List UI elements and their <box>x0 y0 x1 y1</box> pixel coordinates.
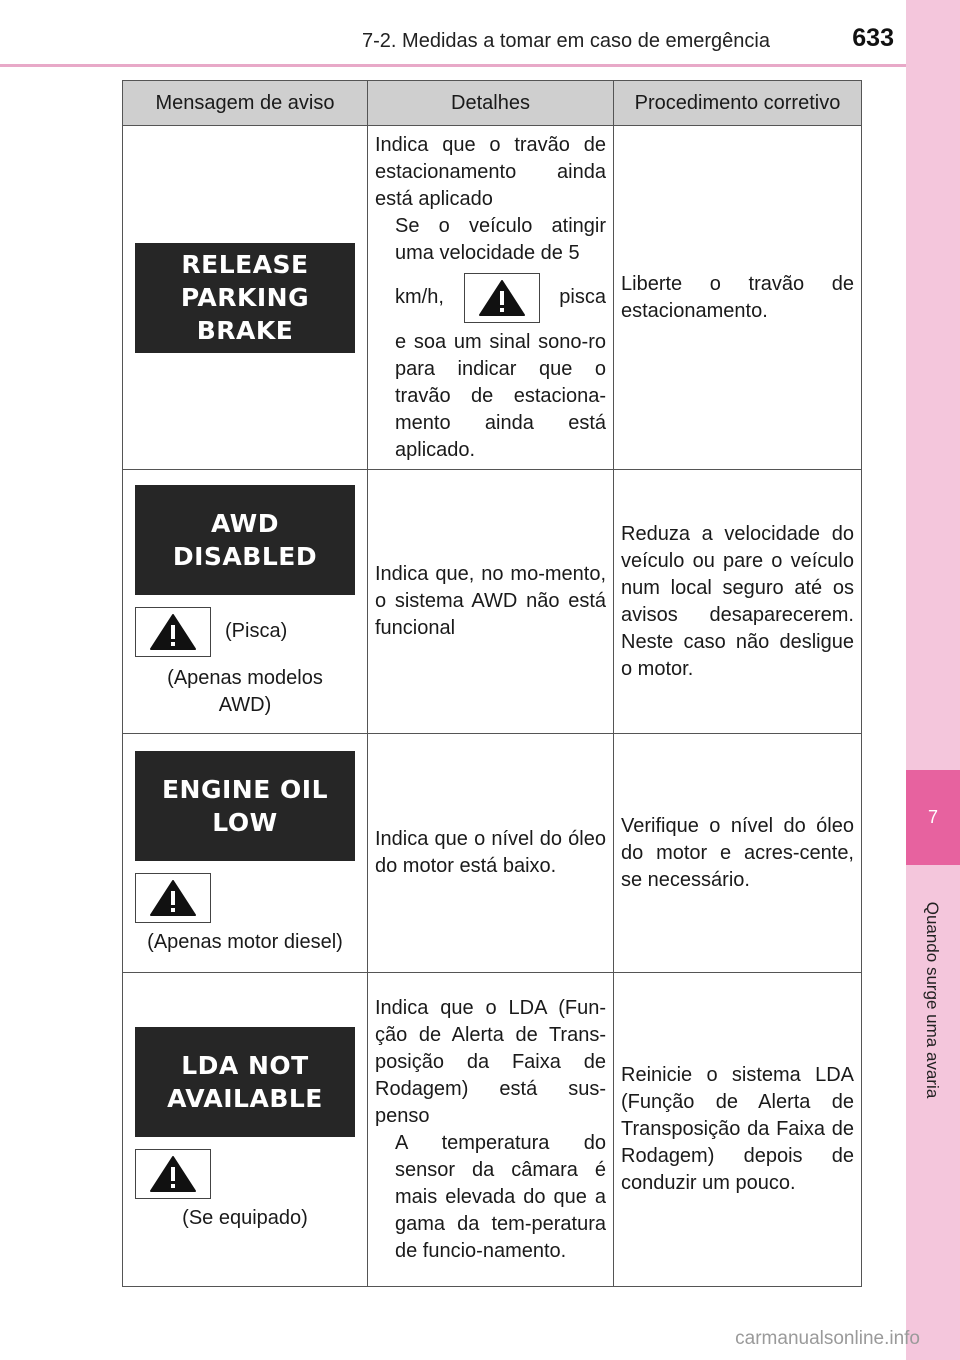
details-cell <box>368 973 614 1287</box>
procedure-text: Liberte o travão de estacionamento. <box>621 272 854 322</box>
procedure-text: Reduza a velocidade do veículo ou pare o veículo num local seguro até os avisos desaparecerem. Neste caso não desligue o motor. <box>621 522 854 680</box>
details-cell <box>368 734 614 973</box>
chapter-title-tab <box>919 880 945 1120</box>
warning-messages-table <box>122 80 862 1287</box>
details-cell <box>368 126 614 470</box>
procedure-cell <box>614 126 862 470</box>
details-sub: Se o veículo atingir uma velocidade de 5 <box>395 214 606 264</box>
column-header: Mensagem de aviso <box>123 81 368 126</box>
warning-message-cell <box>123 973 368 1287</box>
details-text: Indica que, no mo-mento, o sistema AWD não está funcional <box>375 563 606 639</box>
details-cell <box>368 470 614 734</box>
table-row <box>123 126 862 470</box>
header-divider <box>0 64 906 67</box>
details-text: Indica que o nível do óleo do motor está baixo. <box>375 828 606 877</box>
warning-triangle-icon <box>464 273 540 323</box>
details-sub: e soa um sinal sono-ro para indicar que o travão de estaciona-mento ainda está aplicado. <box>395 330 606 461</box>
page-number: 633 <box>852 24 894 52</box>
procedure-cell <box>614 734 862 973</box>
model-note: (Apenas motor diesel) <box>147 930 343 953</box>
procedure-text: Reinicie o sistema LDA (Função de Alerta de Transposição da Faixa de Rodagem) depois de conduzir um pouco. <box>621 1064 854 1194</box>
warning-message-cell <box>123 126 368 470</box>
table-row <box>123 973 862 1287</box>
warning-triangle-icon <box>135 1149 211 1199</box>
column-header: Procedimento corretivo <box>614 81 862 126</box>
table-row <box>123 470 862 734</box>
procedure-cell <box>614 973 862 1287</box>
details-text: Indica que o travão de estacionamento ainda está aplicado <box>375 133 606 210</box>
chapter-number-tab[interactable]: 7 <box>906 770 960 865</box>
display-release-parking-brake: RELEASE PARKING BRAKE <box>135 243 355 353</box>
watermark[interactable]: carmanualsonline.info <box>735 1328 920 1349</box>
warning-triangle-icon <box>135 607 211 657</box>
procedure-cell <box>614 470 862 734</box>
warning-message-cell <box>123 470 368 734</box>
display-awd-disabled: AWD DISABLED <box>135 485 355 595</box>
model-note: (Apenas modelos AWD) <box>167 666 323 716</box>
table-row <box>123 734 862 973</box>
display-lda-not-available: LDA NOT AVAILABLE <box>135 1027 355 1137</box>
chapter-title: Quando surge uma avaria <box>923 901 942 1099</box>
section-title: 7-2. Medidas a tomar em caso de emergência <box>362 30 770 52</box>
warning-message-cell <box>123 734 368 973</box>
column-header: Detalhes <box>368 81 614 126</box>
details-inline-row: km/h, pisca <box>395 273 606 323</box>
side-tab <box>906 0 960 1360</box>
display-engine-oil-low: ENGINE OIL LOW <box>135 751 355 861</box>
warning-triangle-icon <box>135 873 211 923</box>
blink-label: (Pisca) <box>225 620 288 642</box>
procedure-text: Verifique o nível do óleo do motor e acres-cente, se necessário. <box>621 814 854 891</box>
table-header-row <box>123 81 862 126</box>
model-note: (Se equipado) <box>182 1207 308 1229</box>
details-sub: A temperatura do sensor da câmara é mais elevada do que a gama da tem-peratura de funcio-namento. <box>395 1131 606 1262</box>
details-text: Indica que o LDA (Fun-ção de Alerta de Trans-posição da Faixa de Rodagem) está sus-penso <box>375 996 606 1127</box>
